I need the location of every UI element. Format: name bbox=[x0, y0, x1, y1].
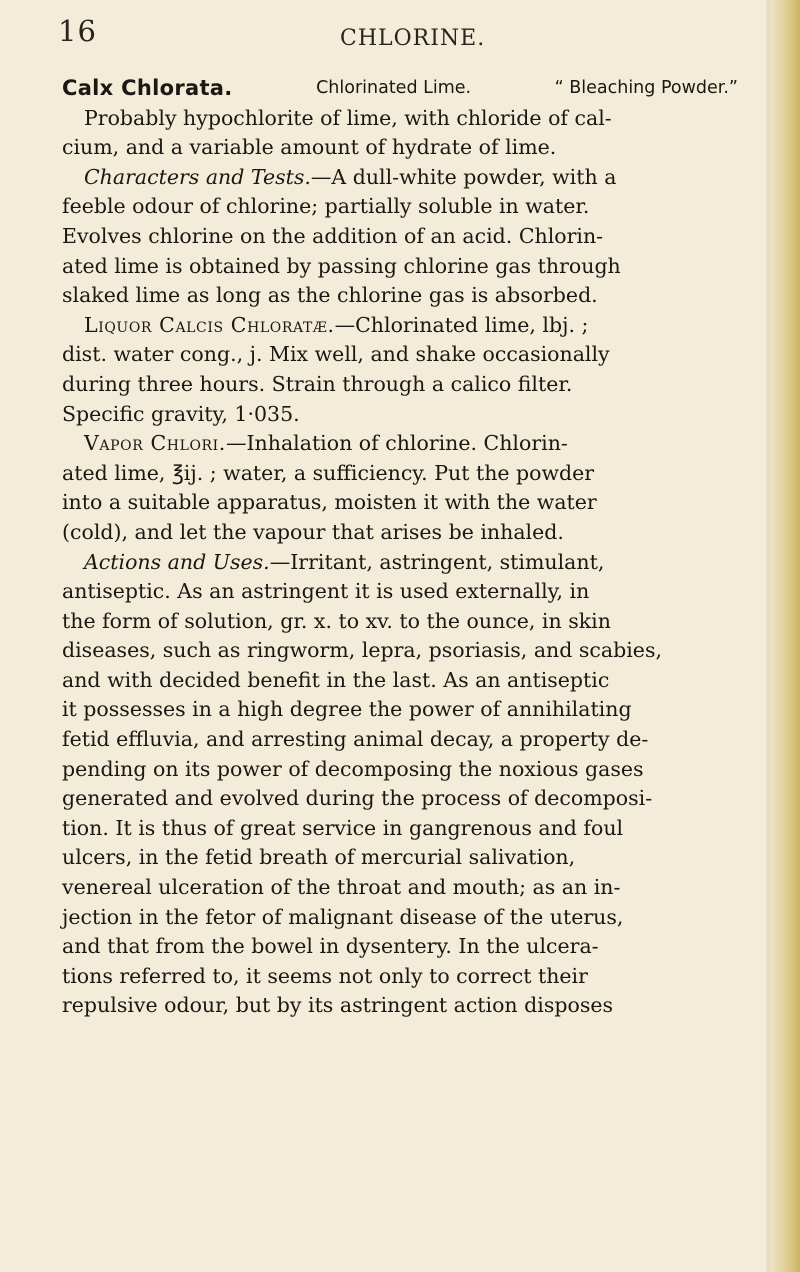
text-line bbox=[62, 636, 738, 666]
entry-title-liquor-calcis-chloratae: Liquor Calcis Chloratæ. bbox=[84, 312, 335, 337]
text-line bbox=[62, 932, 738, 962]
text-line bbox=[62, 222, 738, 252]
line-text: into a suitable apparatus, moisten it with the water bbox=[62, 490, 597, 515]
line-text: ated lime, ℥ij. ; water, a sufficiency. Put the powder bbox=[62, 460, 595, 485]
line-text: —Inhalation of chlorine. Chlorin- bbox=[225, 431, 568, 456]
text-line bbox=[62, 903, 738, 933]
line-text: feeble odour of chlorine; partially soluble in water. bbox=[62, 194, 590, 219]
text-line bbox=[62, 607, 738, 637]
text-line bbox=[62, 340, 738, 370]
line-text: diseases, such as ringworm, lepra, psoriasis, and scabies, bbox=[62, 638, 662, 663]
line-text: fetid effluvia, and arresting animal decay, a property de- bbox=[62, 727, 649, 752]
text-line bbox=[62, 725, 738, 755]
text-line bbox=[62, 518, 738, 548]
text-line bbox=[62, 459, 738, 489]
running-head: CHLORINE. bbox=[340, 26, 486, 51]
text-line bbox=[62, 784, 738, 814]
text-line bbox=[62, 74, 738, 104]
text-line bbox=[62, 163, 738, 193]
body-text bbox=[62, 74, 738, 1021]
section-label-actions-and-uses: Actions and Uses. bbox=[84, 549, 270, 574]
line-text: dist. water cong., j. Mix well, and shake occasionally bbox=[62, 342, 610, 367]
line-text: during three hours. Strain through a calico filter. bbox=[62, 371, 573, 396]
text-line bbox=[62, 843, 738, 873]
page-number: 16 bbox=[58, 14, 97, 48]
line-text: and that from the bowel in dysentery. In the ulcera- bbox=[62, 934, 599, 959]
line-text: ated lime is obtained by passing chlorine gas through bbox=[62, 253, 621, 278]
text-line bbox=[62, 488, 738, 518]
synonym-bleaching-powder: “ Bleaching Powder.” bbox=[554, 78, 738, 98]
line-text: the form of solution, gr. x. to xv. to the ounce, in skin bbox=[62, 608, 611, 633]
line-text: —Chlorinated lime, lbj. ; bbox=[334, 312, 589, 337]
text-line bbox=[62, 429, 738, 459]
line-text: —A dull-white powder, with a bbox=[310, 164, 617, 189]
text-line bbox=[62, 577, 738, 607]
line-text: ulcers, in the fetid breath of mercurial salivation, bbox=[62, 845, 576, 870]
line-text: generated and evolved during the process of decomposi- bbox=[62, 786, 653, 811]
page-edge bbox=[766, 0, 800, 1272]
entry-title-vapor-chlori: Vapor Chlori. bbox=[84, 431, 226, 456]
text-line bbox=[62, 370, 738, 400]
line-text: slaked lime as long as the chlorine gas is absorbed. bbox=[62, 283, 598, 308]
synonym-chlorinated-lime: Chlorinated Lime. bbox=[316, 78, 472, 98]
text-line bbox=[62, 133, 738, 163]
entry-title-calx-chlorata: Calx Chlorata. bbox=[62, 76, 233, 100]
text-line bbox=[62, 962, 738, 992]
line-text: Specific gravity, 1·035. bbox=[62, 401, 300, 426]
line-text: and with decided benefit in the last. As an antiseptic bbox=[62, 667, 610, 692]
line-text: —Irritant, astringent, stimulant, bbox=[269, 549, 605, 574]
text-line bbox=[62, 666, 738, 696]
line-text: cium, and a variable amount of hydrate of lime. bbox=[62, 135, 557, 160]
text-line bbox=[62, 548, 738, 578]
text-line bbox=[62, 400, 738, 430]
text-line bbox=[62, 104, 738, 134]
line-text: tions referred to, it seems not only to correct their bbox=[62, 963, 588, 988]
section-label-characters-and-tests: Characters and Tests. bbox=[84, 164, 311, 189]
line-text: (cold), and let the vapour that arises be inhaled. bbox=[62, 519, 564, 544]
line-text: tion. It is thus of great service in gangrenous and foul bbox=[62, 815, 624, 840]
text-line bbox=[62, 991, 738, 1021]
text-line bbox=[62, 873, 738, 903]
text-line bbox=[62, 755, 738, 785]
line-text: repulsive odour, but by its astringent action disposes bbox=[62, 993, 613, 1018]
text-line bbox=[62, 311, 738, 341]
text-line bbox=[62, 281, 738, 311]
text-line bbox=[62, 192, 738, 222]
line-text: Evolves chlorine on the addition of an acid. Chlorin- bbox=[62, 223, 604, 248]
line-text: it possesses in a high degree the power of annihilating bbox=[62, 697, 632, 722]
line-text: jection in the fetor of malignant disease of the uterus, bbox=[62, 904, 624, 929]
line-text: Probably hypochlorite of lime, with chloride of cal- bbox=[84, 105, 612, 130]
text-line bbox=[62, 814, 738, 844]
line-text: venereal ulceration of the throat and mouth; as an in- bbox=[62, 875, 621, 900]
line-text: antiseptic. As an astringent it is used externally, in bbox=[62, 579, 590, 604]
line-text: pending on its power of decomposing the noxious gases bbox=[62, 756, 644, 781]
page-gutter-shadow bbox=[767, 0, 770, 1272]
text-line bbox=[62, 252, 738, 282]
text-line bbox=[62, 695, 738, 725]
